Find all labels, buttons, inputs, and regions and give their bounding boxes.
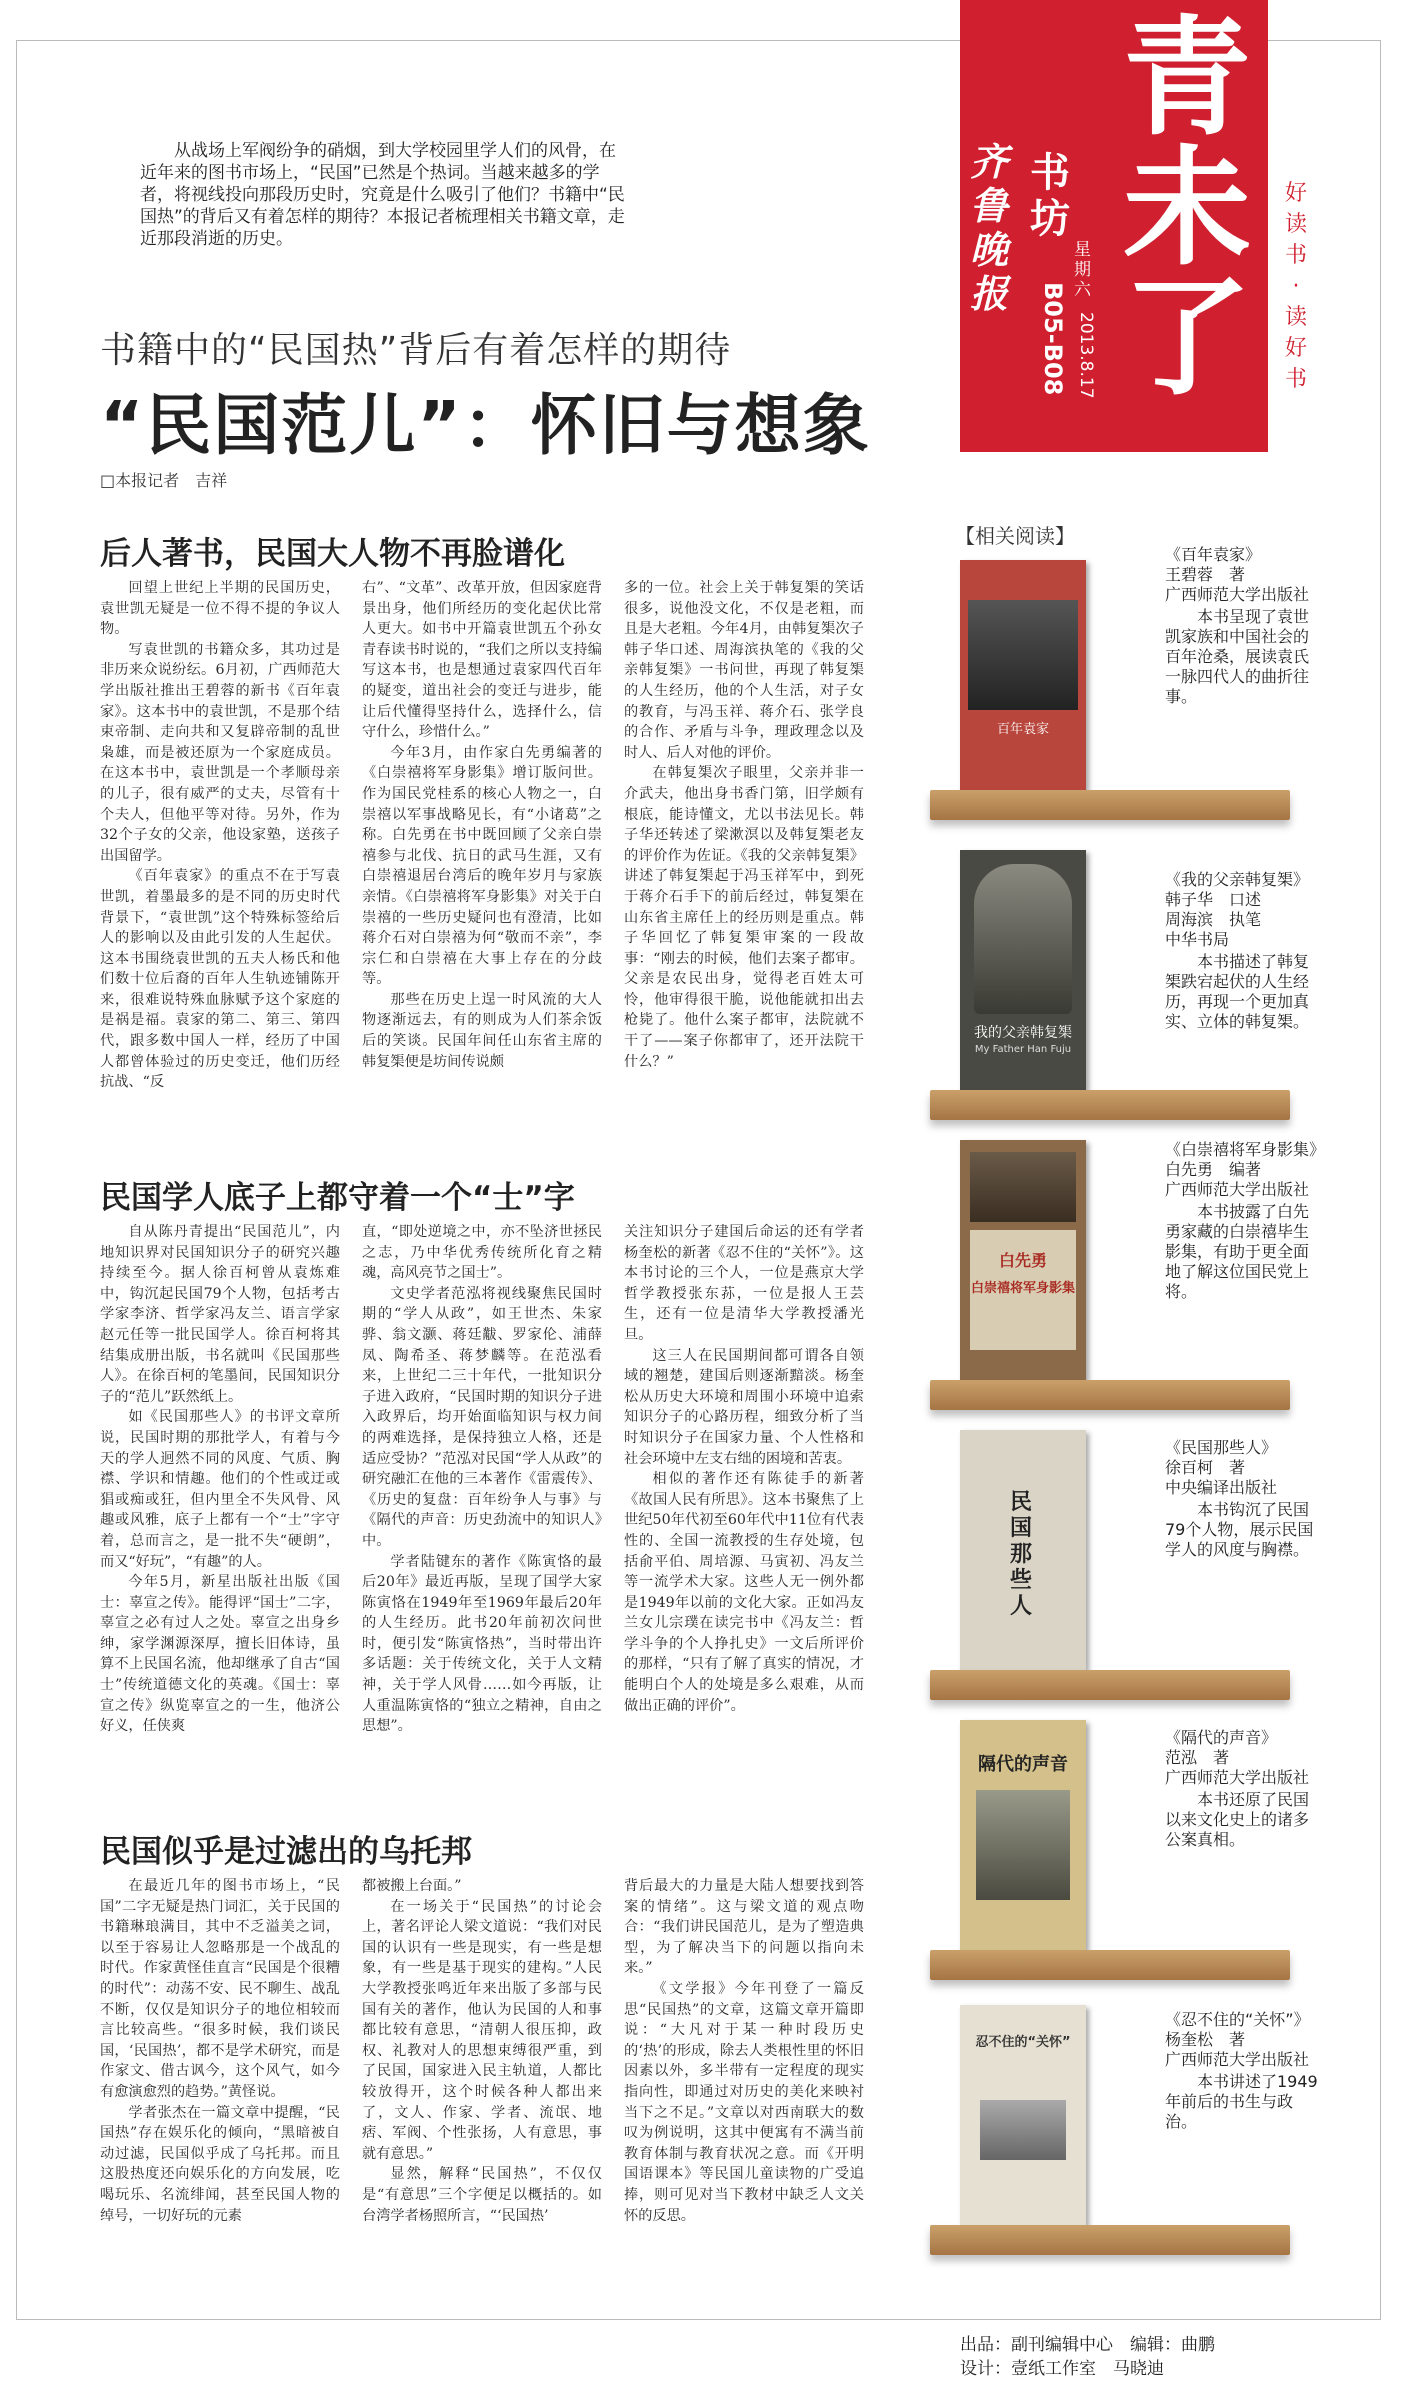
book-title: 《白崇禧将军身影集》 (1165, 1140, 1326, 1159)
book-description: 本书呈现了袁世凯家族和中国社会的百年沧桑，展读袁氏一脉四代人的曲折往事。 (1165, 607, 1310, 706)
paragraph: 那些在历史上逞一时风流的大人物逐渐远去，有的则成为人们茶余饭后的笑谈。民国年间任山东省主席的韩复榘便是坊间传说颇 (362, 991, 602, 1070)
book-cover-title: 忍不住的“关怀” (975, 2035, 1071, 2050)
paragraph: 相似的著作还有陈徒手的新著《故国人民有所思》。这本书聚焦了上世纪50年代初至60年代中11位有代表性的、全国一流教授的生存处境，包括俞平伯、周培源、马寅初、冯友兰等一流学术大家。这些人无一例外都是1949年以前的文化大家。正如冯友兰女儿宗璞在读完书中《冯友兰：哲学斗争的个人挣扎史》一文后所评价的那样，“只有了解了真实的情况，才能明白个人的处境是多么艰难，从而做出正确的评价”。 (624, 1471, 864, 1714)
paragraph: 关注知识分子建国后命运的还有学者杨奎松的新著《忍不住的“关怀”》。这本书讨论的三个人，一位是燕京大学哲学教授张东荪，一位是报人王芸生，还有一位是清华大学教授潘光旦。 (624, 1224, 864, 1343)
section-column (100, 1876, 340, 2246)
book-cover-title: 隔代的声音 (978, 1754, 1068, 1775)
paragraph: 如《民国那些人》的书评文章所说，民国时期的那批学人，有着与今天的学人迥然不同的风度、气质、胸襟、学识和情趣。他们的个性或迂或猖或痴或狂，但内里全不失风骨、风趣或风雅，底子上都有一个“士”字守着，总而言之，是一批不失“硬朗”，而又“好玩”，“有趣”的人。 (100, 1409, 340, 1570)
paragraph: 在韩复榘次子眼里，父亲并非一介武夫，他出身书香门第，旧学颇有根底，能诗懂文，尤以书法见长。韩子华还转述了梁漱溟以及韩复榘老友的评价作为佐证。《我的父亲韩复榘》讲述了韩复榘起于冯玉祥军中，到死于蒋介石手下的前后经过，韩复榘在山东省主席任上的经历则是重点。韩子华回忆了韩复榘审案的一段故事：“刚去的时候，他们去案子都审。父亲是农民出身，觉得老百姓太可怜，他审得很干脆，说他能就扣出去枪毙了。他什么案子都审，法院就不干了——案子你都审了，还开法院干什么？” (624, 765, 864, 1070)
book-info (1165, 545, 1323, 707)
book-info (1165, 870, 1323, 1032)
book-info (1165, 2010, 1323, 2132)
bookshelf (930, 1380, 1290, 1410)
paragraph: 文史学者范泓将视线聚焦民国时期的“学人从政”，如王世杰、朱家骅、翁文灏、蒋廷黻、罗家伦、浦薛凤、陶希圣、蒋梦麟等。在范泓看来，上世纪二三十年代，一批知识分子进入政府，“民国时期的知识分子进入政界后，均开始面临知识与权力间的两难选择，是保持独立人格，还是适应受协？”范泓对民国“学人从政”的研究融汇在他的三本著作《雷震传》、《历史的复盘：百年纷争人与事》与《隔代的声音：历史劲流中的知识人》中。 (362, 1285, 602, 1549)
book-cover (960, 2005, 1086, 2225)
book-cover (960, 560, 1086, 790)
book-publisher: 广西师范大学出版社 (1165, 1180, 1310, 1199)
book-cover (960, 1430, 1086, 1670)
book-publisher: 中央编译出版社 (1165, 1478, 1278, 1497)
paragraph: 多的一位。社会上关于韩复榘的笑话很多，说他没文化，不仅是老粗，而且是大老粗。今年4月，由韩复榘次子韩子华口述、周海滨执笔的《我的父亲韩复榘》一书问世，再现了韩复榘的人生经历，他的个人生活，对子女的教育，与冯玉祥、蒋介石、张学良的合作、矛盾与斗争，理政理念以及时人、后人对他的评价。 (624, 580, 864, 761)
book-author: 白先勇 编著 (1165, 1160, 1262, 1179)
book-cover-title: 白崇禧将军身影集 (970, 1281, 1075, 1296)
book-info (1165, 1728, 1323, 1850)
section-heading: 民国学人底子上都守着一个“士”字 (100, 1180, 575, 1216)
book-cover-title: 百年袁家 (996, 722, 1049, 737)
article-subtitle: 书籍中的“民国热”背后有着怎样的期待 (100, 330, 732, 371)
book-info (1165, 1140, 1326, 1302)
book-cover-subtitle: My Father Han Fuju (974, 1044, 1072, 1055)
paragraph: 显然，解释“民国热”，不仅仅是“有意思”三个字便足以概括的。如台湾学者杨照所言，“‘民国热’ (362, 2166, 602, 2224)
bookshelf (930, 2225, 1290, 2255)
section-column (624, 1876, 864, 2246)
paragraph: 学者张杰在一篇文章中提醒，“民国热”存在娱乐化的倾向，“黑暗被自动过滤，民国似乎成了乌托邦。而且这股热度还向娱乐化的方向发展，吃喝玩乐、名流绯闻，甚至民国人物的绰号，一切好玩的元素 (100, 2104, 340, 2224)
credits-line: 设计：壹纸工作室 马晓迪 (960, 2359, 1164, 2379)
book-author: 王碧蓉 著 (1165, 565, 1246, 584)
intro-paragraph: 从战场上军阀纷争的硝烟，到大学校园里学人们的风骨，在近年来的图书市场上，“民国”已然是个热词。当越来越多的学者，将视线投向那段历史时，究竟是什么吸引了他们？书籍中“民国热”的背后又有着怎样的期待？本报记者梳理相关书籍文章，走近那段消逝的历史。 (140, 141, 625, 249)
book-cover-title: 民国那些人 (1010, 1490, 1033, 1619)
article-title: “民国范儿”：怀旧与想象 (100, 387, 871, 464)
bookshelf (930, 1090, 1290, 1120)
book-description: 本书描述了韩复榘跌宕起伏的人生经历，再现一个更加真实、立体的韩复榘。 (1165, 952, 1310, 1031)
paragraph: 《文学报》今年刊登了一篇反思“民国热”的文章，这篇文章开篇即说：“大凡对于某一种时段历史的‘热’的形成，除去人类根性里的怀旧因素以外，多半带有一定程度的现实指向性，即通过对历史的美化来映衬当下之不足。”文章以对西南联大的数叹为例说明，这其中便寓有不满当前教育体制与教育状况之意。而《开明国语课本》等民国儿童读物的广受追捧，则可见对当下教材中缺乏人文关怀的反思。 (624, 1980, 864, 2224)
section-heading: 民国似乎是过滤出的乌托邦 (100, 1834, 472, 1870)
book-author: 徐百柯 著 (1165, 1458, 1246, 1477)
paragraph: 在最近几年的图书市场上，“民国”二字无疑是热门词汇，关于民国的书籍琳琅满目，其中不乏溢美之词，以至于容易让人忽略那是一个战乱的时代。作家黄怪佳直言“民国是个很糟的时代”：动荡不安、民不聊生、战乱不断，仅仅是知识分子的地位相较而言比较高些。“很多时候，我们谈民国，‘民国热’，都不是学术研究，而是作家文、借古讽今，这个风气，如今有愈演愈烈的趋势。”黄怪说。 (100, 1878, 340, 2100)
book-title: 《民国那些人》 (1165, 1438, 1278, 1457)
book-cover (960, 1140, 1086, 1380)
book-publisher: 广西师范大学出版社 (1165, 2050, 1310, 2069)
section-name: 书坊 (1030, 150, 1070, 242)
paragraph: 回望上世纪上半期的民国历史，袁世凯无疑是一位不得不提的争议人物。 (100, 580, 340, 638)
section-column (100, 578, 340, 1138)
section-column (100, 1222, 340, 1784)
newspaper-name: 齐鲁晚报 (970, 139, 1009, 316)
book-publisher: 广西师范大学出版社 (1165, 1768, 1310, 1787)
book-author: 韩子华 口述 周海滨 执笔 (1165, 890, 1262, 929)
section-column (362, 578, 602, 1138)
bookshelf (930, 1670, 1290, 1700)
section-column (624, 1222, 864, 1784)
bookshelf (930, 1950, 1290, 1980)
book-title: 《百年袁家》 (1165, 545, 1262, 564)
book-cover-title: 我的父亲韩复榘 (974, 1025, 1072, 1041)
bookshelf (930, 790, 1290, 820)
book-author: 杨奎松 著 (1165, 2030, 1246, 2049)
paragraph: 这三人在民国期间都可谓各自领域的翘楚，建国后则逐渐黯淡。杨奎松从历史大环境和周围小环境中追索知识分子的心路历程，细致分析了当时知识分子在国家力量、个人性格和社会环境中左支右绌的困境和苦衷。 (624, 1347, 864, 1467)
book-author: 范泓 著 (1165, 1748, 1230, 1767)
paragraph: 直，“即处逆境之中，亦不坠济世拯民之志，乃中华优秀传统所化育之精魂，高风亮节之国士”。 (362, 1224, 602, 1282)
paragraph: 学者陆键东的著作《陈寅恪的最后20年》最近再版，呈现了国学大家陈寅恪在1949年至1969年最后20年的人生经历。此书20年前初次问世时，便引发“陈寅恪热”，当时带出许多话题：关于传统文化，关于人文精神，关于学人风骨……如今再版，让人重温陈寅恪的“独立之精神，自由之思想”。 (362, 1553, 602, 1735)
book-description: 本书钩沉了民国79个人物，展示民国学人的风度与胸襟。 (1165, 1500, 1314, 1559)
paragraph: 背后最大的力量是大陆人想要找到答案的情绪”。这与梁文道的观点吻合：“我们讲民国范儿，是为了塑造典型，为了解决当下的问题以指向未来。” (624, 1878, 864, 1977)
paragraph: 《百年袁家》的重点不在于写袁世凯，着墨最多的是不同的历史时代背景下，“袁世凯”这个特殊标签给后人的影响以及由此引发的人生起伏。这本书围绕袁世凯的五夫人杨氏和他们数十位后裔的百年人生轨迹铺陈开来，很难说特殊血脉赋予这个家庭的是祸是福。袁家的第二、第三、第四代，跟多数中国人一样，经历了中国人都曾体验过的历史变迁，他们历经抗战、“反 (100, 868, 340, 1091)
byline: □本报记者 吉祥 (100, 471, 228, 490)
section-column (362, 1876, 602, 2246)
paragraph: 都被搬上台面。” (362, 1878, 462, 1894)
page-range: B05-B08 (1039, 282, 1067, 396)
book-title: 《忍不住的“关怀”》 (1165, 2010, 1310, 2029)
related-reading-label: 【相关阅读】 (955, 524, 1075, 548)
section-column (362, 1222, 602, 1784)
book-title: 《隔代的声音》 (1165, 1728, 1278, 1747)
paragraph: 今年3月，由作家白先勇编著的《白崇禧将军身影集》增订版问世。作为国民党桂系的核心人物之一，白崇禧以军事战略见长，有“小诸葛”之称。白先勇在书中既回顾了父亲白崇禧参与北伐、抗日的武马生涯，又有白崇禧退居台湾后的晚年岁月与家族亲情。《白崇禧将军身影集》对关于白崇禧的一些历史疑问也有澄清，比如蒋介石对白崇禧为何“敬而不亲”，李宗仁和白崇禧在大事上存在的分歧等。 (362, 744, 602, 988)
credits-line: 出品：副刊编辑中心 编辑：曲鹏 (960, 2335, 1215, 2355)
book-description: 本书披露了白先勇家藏的白崇禧毕生影集，有助于更全面地了解这位国民党上将。 (1165, 1202, 1310, 1301)
book-cover (960, 1720, 1086, 1950)
book-cover (960, 850, 1086, 1090)
issue-weekday: 星期六 (1074, 240, 1091, 300)
paragraph: 右”、“文革”、改革开放，但因家庭背景出身，他们所经历的变化起伏比常人更大。如书中开篇袁世凯五个孙女青春读书时说的，“我们之所以支持编写这本书，也是想通过袁家四代百年的疑变，道出社会的变迁与进步，能让后代懂得坚持什么，选择什么，信守什么，珍惜什么。” (362, 580, 602, 741)
paragraph: 写袁世凯的书籍众多，其功过是非历来众说纷纭。6月初，广西师范大学出版社推出王碧蓉的新书《百年袁家》。这本书中的袁世凯，不是那个结束帝制、走向共和又复辟帝制的乱世枭雄，而是被还原为一个家庭成员。在这本书中，袁世凯是一个孝顺母亲的儿子，很有威严的丈夫，尽管有十个夫人，但他平等对待。另外，作为32个子女的父亲，他设家塾，送孩子出国留学。 (100, 641, 340, 864)
book-title: 《我的父亲韩复榘》 (1165, 870, 1310, 889)
book-publisher: 中华书局 (1165, 930, 1230, 949)
paragraph: 在一场关于“民国热”的讨论会上，著名评论人梁文道说：“我们对民国的认识有一些是现实，有一些是想象，有一些是基于现实的建构。”人民大学教授张鸣近年来出版了多部与民国有关的著作，他认为民国的人和事都比较有意思，“清朝人很压抑，政权、礼教对人的思想束缚很严重，到了民国，国家进入民主轨道，人都比较放得开，这个时候各种人都出来了，文人、作家、学者、流氓、地痞、军阀、个性张扬，人有意思，事就有意思。” (362, 1898, 602, 2162)
paragraph: 自从陈丹青提出“民国范儿”，内地知识界对民国知识分子的研究兴趣持续至今。据人徐百柯曾从袁炼难中，钩沉起民国79个人物，包括考古学家李济、哲学家冯友兰、语言学家赵元任等一批民国学人。徐百柯将其结集成册出版，书名就叫《民国那些人》。在徐百柯的笔墨间，民国知识分子的“范儿”跃然纸上。 (100, 1224, 340, 1405)
book-description: 本书讲述了1949年前后的书生与政治。 (1165, 2072, 1318, 2131)
book-publisher: 广西师范大学出版社 (1165, 585, 1310, 604)
book-info (1165, 1438, 1323, 1560)
issue-date: 2013.8.17 (1076, 312, 1096, 399)
book-description: 本书还原了民国以来文化史上的诸多公案真相。 (1165, 1790, 1310, 1849)
section-heading: 后人著书，民国大人物不再脸谱化 (100, 536, 565, 572)
book-cover-author: 白先勇 (998, 1251, 1047, 1270)
slogan: 好读书·读好书 (1284, 181, 1307, 392)
paragraph: 今年5月，新星出版社出版《国士：辜宣之传》。能得评“国士”二字，辜宣之必有过人之处。辜宣之出身乡绅，家学渊源深厚，擅长旧体诗，虽算不上民国名流，他却继承了自古“国士”传统道德文化的英魂。《国士：辜宣之传》纵览辜宣之的一生，他济公好义，任侠爽 (100, 1574, 340, 1735)
section-column (624, 578, 864, 1138)
masthead-big-title: 青未了 (1122, 4, 1251, 413)
